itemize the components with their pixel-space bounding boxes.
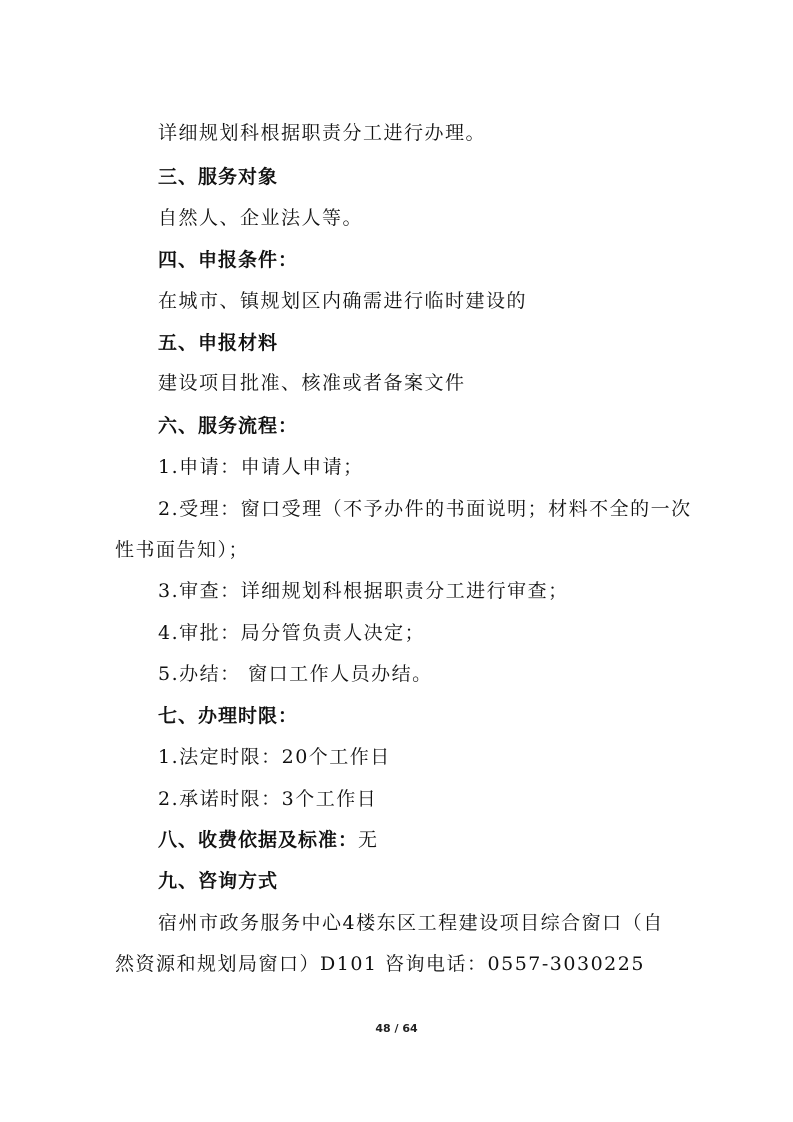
paragraph-line: 详细规划科根据职责分工进行办理。 — [158, 122, 487, 144]
section-fee — [0, 827, 793, 853]
section-heading-service-target: 三、服务对象 — [158, 166, 279, 188]
process-step: 5.办结： 窗口工作人员办结。 — [158, 663, 433, 685]
paragraph-line: 在城市、镇规划区内确需进行临时建设的 — [158, 290, 528, 312]
time-limit-item: 1.法定时限：20个工作日 — [158, 746, 391, 768]
page-number: 48 / 64 — [375, 1022, 418, 1035]
paragraph-line: 建设项目批准、核准或者备案文件 — [158, 372, 466, 394]
paragraph-line: 自然人、企业法人等。 — [158, 207, 364, 229]
consult-line-continuation: 然资源和规划局窗口）D101 咨询电话：0557-3030225 — [115, 953, 645, 975]
process-step: 3.审查：详细规划科根据职责分工进行审查； — [158, 580, 569, 602]
section-heading-fee: 八、收费依据及标准： — [158, 829, 359, 851]
fee-value: 无 — [358, 829, 379, 851]
time-limit-item: 2.承诺时限：3个工作日 — [158, 788, 378, 810]
process-step: 2.受理：窗口受理（不予办件的书面说明；材料不全的一次 — [158, 498, 692, 520]
process-step-continuation: 性书面告知）； — [115, 539, 250, 561]
section-heading-conditions: 四、申报条件： — [158, 249, 299, 271]
section-heading-consult: 九、咨询方式 — [158, 870, 279, 892]
section-heading-process: 六、服务流程： — [158, 415, 299, 437]
consult-line: 宿州市政务服务中心4楼东区工程建设项目综合窗口（自 — [158, 912, 664, 934]
section-heading-materials: 五、申报材料 — [158, 332, 279, 354]
process-step: 1.申请：申请人申请； — [158, 456, 364, 478]
process-step: 4.审批：局分管负责人决定； — [158, 622, 426, 644]
section-heading-time-limit: 七、办理时限： — [158, 705, 299, 727]
